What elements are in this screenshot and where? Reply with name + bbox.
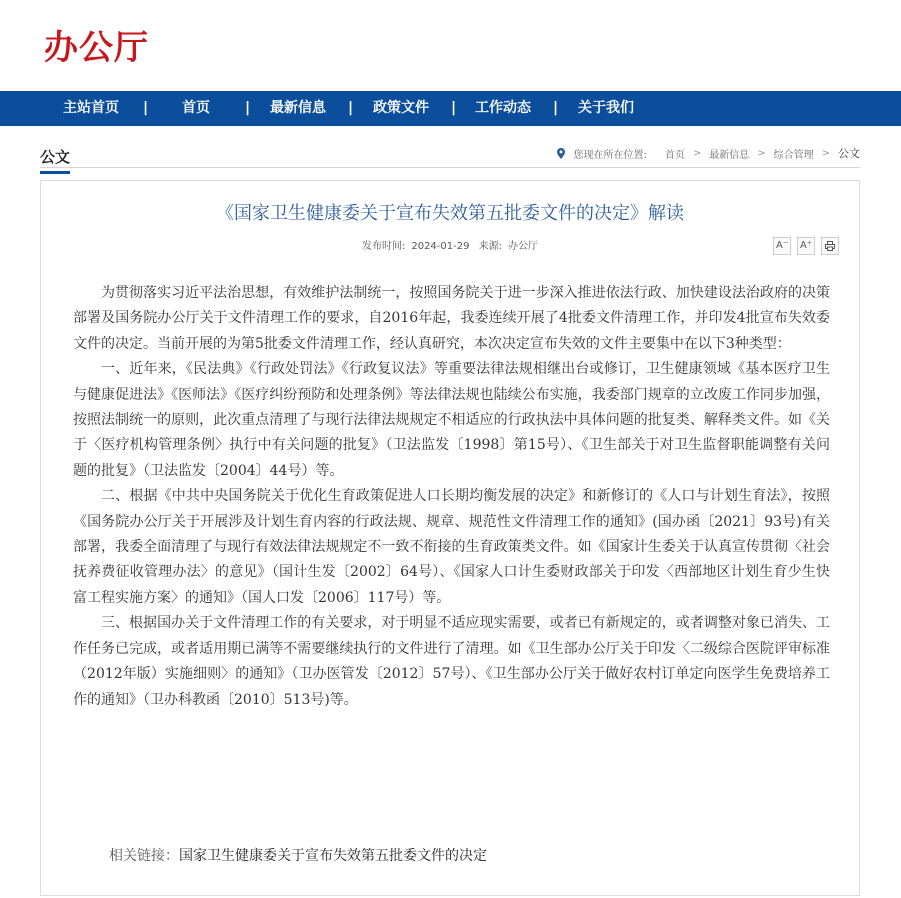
article-panel [40, 180, 860, 896]
article-paragraph: 三、根据国办关于文件清理工作的有关要求，对于明显不适应现实需要，或者已有新规定的，或者调整对象已消失、工作任务已完成，或者适用期已满等不需要继续执行的文件进行了清理。如《卫生部办公厅关于印发〈二级综合医院评审标准（2012年版）实施细则〉的通知》（卫办医管发〔2012〕57号）、《卫生部办公厅关于做好农村订单定向医学生免费培养工作的通知》（卫办科教函〔2010〕513号)等。 [73, 615, 830, 708]
nav-item-work-news[interactable]: 工作动态 [475, 100, 531, 116]
related-label: 相关链接： [109, 848, 179, 864]
nav-separator: | [451, 100, 457, 116]
source-value: 办公厅 [508, 241, 539, 252]
section-header [40, 142, 860, 168]
nav-separator: | [553, 100, 559, 116]
article-paragraph: 一、近年来，《民法典》《行政处罚法》《行政复议法》等重要法律法规相继出台或修订，卫生健康领域《基本医疗卫生与健康促进法》《医师法》《医疗纠纷预防和处理条例》等法律法规也陆续公布实施，我委部门规章的立改废工作同步加强，按照法制统一的原则，此次重点清理了与现行法律法规规定不相适应的行政执法中具体问题的批复类、解释类文件。如《关于〈医疗机构管理条例〉执行中有关问题的批复》（卫法监发〔1998〕第15号）、《卫生部关于对卫生监督职能调整有关问题的批复》（卫法监发〔2004〕44号）等。 [73, 361, 830, 479]
breadcrumb-prefix: 您现在所在位置: [573, 149, 647, 161]
breadcrumb-home[interactable]: 首页 [664, 149, 685, 161]
font-decrease-button[interactable]: A⁻ [773, 237, 791, 255]
breadcrumb-current: 公文 [838, 147, 860, 160]
date-label: 发布时间: [361, 241, 406, 252]
nav-item-home[interactable]: 首页 [182, 100, 210, 116]
article-paragraph: 为贯彻落实习近平法治思想，有效维护法制统一，按照国务院关于进一步深入推进依法行政、加快建设法治政府的决策部署及国务院办公厅关于文件清理工作的要求，自2016年起，我委连续开展了4批委文件清理工作，并印发4批宣布失效委文件的决定。当前开展的为第5批委文件清理工作，经认真研究，本次决定宣布失效的文件主要集中在以下3种类型： [73, 285, 830, 352]
nav-item-about[interactable]: 关于我们 [578, 100, 634, 116]
nav-separator: | [245, 100, 251, 116]
font-increase-button[interactable]: A⁺ [797, 237, 815, 255]
breadcrumb-separator: > [757, 147, 766, 159]
site-logo[interactable]: 办公厅 [44, 28, 149, 68]
breadcrumb-separator: > [692, 147, 702, 159]
print-icon [825, 241, 835, 251]
breadcrumb-general[interactable]: 综合管理 [773, 149, 814, 161]
breadcrumb-separator: > [821, 147, 830, 159]
article-title: 《国家卫生健康委关于宣布失效第五批委文件的决定》解读 [216, 203, 684, 224]
nav-item-latest[interactable]: 最新信息 [270, 100, 326, 116]
nav-item-policy[interactable]: 政策文件 [373, 100, 429, 116]
section-title: 公文 [40, 146, 70, 174]
publish-date: 2024-01-29 [411, 241, 470, 252]
source-label: 来源: [478, 241, 503, 252]
nav-separator: | [143, 100, 149, 116]
related-link[interactable]: 国家卫生健康委关于宣布失效第五批委文件的决定 [179, 848, 487, 864]
location-pin-icon [557, 148, 565, 159]
article-body [73, 281, 830, 713]
article-meta [41, 237, 859, 252]
article-paragraph: 二、根据《中共中央国务院关于优化生育政策促进人口长期均衡发展的决定》和新修订的《人口与计划生育法》，按照《国务院办公厅关于开展涉及计划生育内容的行政法规、规章、规范性文件清理工作的通知》(国办函〔2021〕93号)有关部署，我委全面清理了与现行有效法律法规规定不一致不衔接的生育政策类文件。如《国家计生委关于认真宣传贯彻〈社会抚养费征收管理办法〉的意见》（国计生发〔2002〕64号）、《国家人口计生委财政部关于印发〈西部地区计划生育少生快富工程实施方案〉的通知》（国人口发〔2006〕117号）等。 [73, 488, 830, 606]
breadcrumb [557, 145, 860, 161]
nav-item-main-home[interactable]: 主站首页 [63, 100, 119, 116]
related-links [109, 845, 487, 865]
article-tools [773, 237, 839, 255]
main-nav [0, 91, 901, 126]
print-button[interactable] [821, 237, 839, 255]
nav-separator: | [348, 100, 354, 116]
breadcrumb-latest[interactable]: 最新信息 [709, 149, 750, 161]
